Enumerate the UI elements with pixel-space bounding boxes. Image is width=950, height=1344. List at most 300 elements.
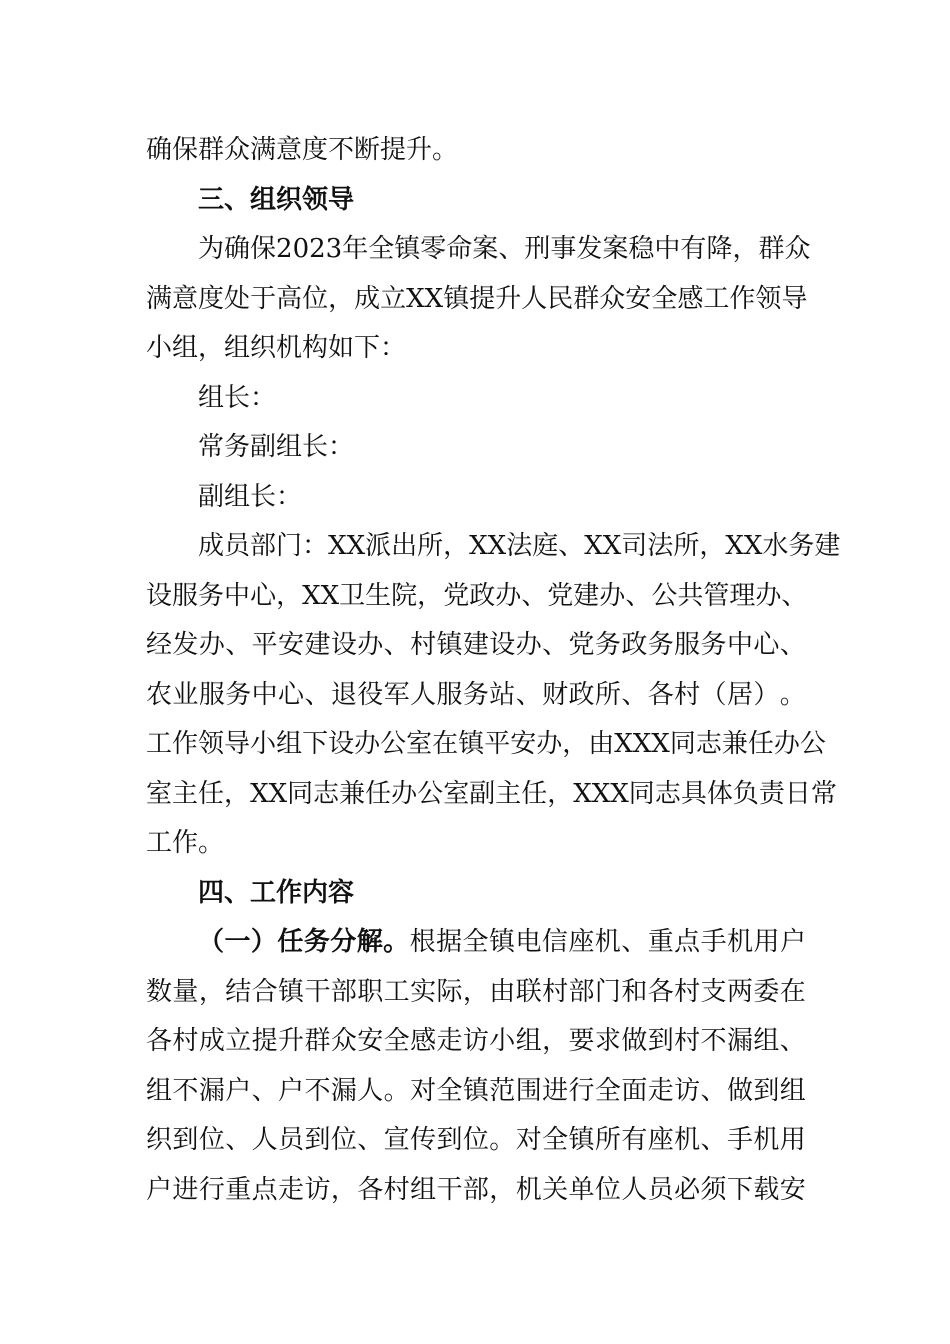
text-char: 命 <box>446 234 473 264</box>
text-char: 位 <box>330 1125 357 1155</box>
text-line <box>146 473 806 523</box>
text-char: XX <box>406 283 444 314</box>
text-char: 民 <box>547 283 574 314</box>
text-line <box>146 968 806 1018</box>
text-char: 不 <box>172 1075 199 1106</box>
text-char: 平 <box>251 630 278 660</box>
text-char: 感 <box>410 1026 437 1056</box>
text-line <box>146 1017 806 1067</box>
text-char: 出 <box>391 531 418 561</box>
text-char: 、 <box>542 630 569 660</box>
text-char: 稳 <box>628 234 655 264</box>
text-char: 、 <box>621 927 648 957</box>
text-char: 部 <box>568 976 595 1007</box>
text-char: 人 <box>357 1075 384 1106</box>
text-char: 干 <box>304 976 331 1007</box>
text-char: 全 <box>594 1075 621 1106</box>
text-char: 设 <box>330 630 357 660</box>
text-char: 安 <box>278 630 305 660</box>
text-line <box>146 374 806 424</box>
text-char: 座 <box>647 1125 674 1155</box>
text-char: 服 <box>436 679 463 710</box>
text-char: 访 <box>462 1026 489 1056</box>
text-char: 合 <box>251 976 278 1007</box>
text-run: 副组长： <box>198 481 303 512</box>
text-char: 在 <box>432 729 459 759</box>
text-char: 、 <box>225 1125 252 1155</box>
section-heading <box>146 176 806 226</box>
text-char: 机 <box>515 1174 542 1205</box>
text-char: 电 <box>515 927 542 957</box>
text-char: 解 <box>356 927 383 957</box>
text-char: 设 <box>489 630 516 660</box>
text-char: ， <box>198 976 225 1007</box>
text-char: 漏 <box>330 1075 357 1106</box>
text-char: ， <box>547 778 574 809</box>
text-char: 领 <box>198 729 225 759</box>
text-char: 管 <box>703 580 730 611</box>
text-char: 户 <box>146 1174 173 1205</box>
text-char: 经 <box>146 630 173 660</box>
text-char: 业 <box>172 679 199 710</box>
text-char: 导 <box>224 729 251 759</box>
text-line <box>146 1116 806 1166</box>
text-char: 、 <box>357 1125 384 1155</box>
text-char: 作 <box>172 729 199 759</box>
text-char: 组 <box>410 1174 437 1205</box>
text-char: 高 <box>276 283 303 314</box>
text-char: 于 <box>250 283 277 314</box>
text-char: 派 <box>365 531 392 561</box>
text-char: 设 <box>146 580 173 611</box>
text-line <box>146 1067 806 1117</box>
text-char: 意 <box>172 283 199 314</box>
text-char: 保 <box>250 234 277 264</box>
text-char: 办 <box>536 729 563 759</box>
text-char: 党 <box>547 580 574 611</box>
text-run: 小组，组织机构如下： <box>146 333 407 363</box>
text-char: 要 <box>568 1026 595 1056</box>
text-char: 人 <box>410 679 437 710</box>
text-char: 进 <box>172 1174 199 1205</box>
text-char: 、 <box>625 580 652 611</box>
text-char: 立 <box>225 1026 252 1056</box>
text-char: ） <box>753 679 780 710</box>
text-char: 组 <box>753 1026 780 1056</box>
text-char: 确 <box>224 234 251 264</box>
text-char: 、 <box>700 1125 727 1155</box>
text-char: 安 <box>625 283 652 314</box>
text-char: 满 <box>146 283 173 314</box>
text-char: 一 <box>224 927 251 957</box>
text-char: 具 <box>680 778 707 809</box>
text-char: ） <box>250 927 277 957</box>
text-char: 漏 <box>726 1026 753 1056</box>
text-char: 升 <box>495 283 522 314</box>
text-char: ， <box>462 976 489 1007</box>
text-char: ， <box>562 729 589 759</box>
text-char: 信 <box>541 927 568 957</box>
text-char: 常 <box>810 778 837 809</box>
text-char: 事 <box>550 234 577 264</box>
text-char: 用 <box>753 927 780 957</box>
text-char: 兼 <box>721 729 748 759</box>
text-char: 负 <box>732 778 759 809</box>
text-char: 、 <box>621 679 648 710</box>
text-char: 群 <box>573 283 600 314</box>
text-char: ， <box>732 234 759 264</box>
text-char: 各 <box>647 679 674 710</box>
text-char: 进 <box>542 1075 569 1106</box>
document-page <box>146 126 841 1215</box>
text-char: 心 <box>278 679 305 710</box>
text-char: 位 <box>198 1125 225 1155</box>
text-char: 任 <box>365 778 392 809</box>
text-char: XX <box>469 531 507 561</box>
text-run: 四、工作内容 <box>198 877 355 908</box>
text-char: 结 <box>225 976 252 1007</box>
text-char: 升 <box>278 1026 305 1056</box>
text-char: 提 <box>251 1026 278 1056</box>
text-char: 同 <box>628 778 655 809</box>
text-char: 成 <box>354 283 381 314</box>
text-line <box>146 126 806 176</box>
text-char: 务 <box>788 531 815 561</box>
text-char: 中 <box>654 234 681 264</box>
text-char: 不 <box>304 1075 331 1106</box>
text-char: 安 <box>357 1026 384 1056</box>
text-char: 员 <box>278 1125 305 1155</box>
text-char: 人 <box>251 1125 278 1155</box>
text-char: 漏 <box>198 1075 225 1106</box>
text-char: 办 <box>599 580 626 611</box>
text-char: 农 <box>146 679 173 710</box>
text-char: 日 <box>784 778 811 809</box>
text-char: XX <box>584 531 622 561</box>
text-char: 办 <box>495 580 522 611</box>
text-char: 站 <box>489 679 516 710</box>
text-char: 在 <box>779 976 806 1007</box>
text-char: 下 <box>726 1174 753 1205</box>
text-char: 员 <box>647 1174 674 1205</box>
text-char: 人 <box>621 1174 648 1205</box>
text-char: 提 <box>469 283 496 314</box>
text-line <box>146 720 826 770</box>
text-char: 水 <box>762 531 789 561</box>
text-char: 、 <box>225 630 252 660</box>
text-char: 感 <box>677 283 704 314</box>
text-char: ， <box>699 531 726 561</box>
text-char: 办 <box>357 630 384 660</box>
text-char: 平 <box>484 729 511 759</box>
text-char: 政 <box>568 679 595 710</box>
text-char: 全 <box>651 283 678 314</box>
text-char: 门 <box>276 531 303 561</box>
text-char: 安 <box>779 1174 806 1205</box>
text-char: ， <box>224 778 251 809</box>
text-char: 心 <box>753 630 780 660</box>
text-char: 工 <box>703 283 730 314</box>
text-line <box>146 324 806 374</box>
text-char: 任 <box>521 778 548 809</box>
text-char: 志 <box>695 729 722 759</box>
text-run: 三、组织领导 <box>198 184 355 215</box>
text-char: 工 <box>383 976 410 1007</box>
text-char: 中 <box>224 580 251 611</box>
text-char: 户 <box>278 1075 305 1106</box>
text-char: 际 <box>436 976 463 1007</box>
text-char: 部 <box>250 531 277 561</box>
text-char: 手 <box>700 927 727 957</box>
text-char: 行 <box>568 1075 595 1106</box>
text-char: 两 <box>726 976 753 1007</box>
text-line <box>146 275 806 325</box>
text-char: 志 <box>654 778 681 809</box>
text-char: 服 <box>172 580 199 611</box>
text-char: 建 <box>462 630 489 660</box>
text-char: 据 <box>436 927 463 957</box>
text-char: 到 <box>647 1026 674 1056</box>
text-char: 务 <box>700 630 727 660</box>
text-line <box>146 918 806 968</box>
text-char: 务 <box>594 630 621 660</box>
text-char: 村 <box>172 1026 199 1056</box>
text-char: 全 <box>368 234 395 264</box>
text-char: 人 <box>521 283 548 314</box>
text-char: 室 <box>443 778 470 809</box>
text-char: 座 <box>568 927 595 957</box>
text-line <box>146 225 811 275</box>
text-char: 组 <box>515 1026 542 1056</box>
text-line <box>146 1166 806 1216</box>
text-char: 围 <box>515 1075 542 1106</box>
text-char: ， <box>276 580 303 611</box>
text-char: ： <box>302 531 329 561</box>
text-char: 访 <box>674 1075 701 1106</box>
text-char: 到 <box>753 1075 780 1106</box>
text-run: 常务副组长： <box>198 432 355 462</box>
text-char: 、 <box>558 531 585 561</box>
text-char: 处 <box>224 283 251 314</box>
text-char: 案 <box>602 234 629 264</box>
text-char: 。 <box>779 679 806 710</box>
text-char: 下 <box>302 729 329 759</box>
text-line <box>146 770 837 820</box>
text-char: ， <box>330 1174 357 1205</box>
text-char: 支 <box>700 976 727 1007</box>
text-char: 有 <box>621 1125 648 1155</box>
text-char: 主 <box>495 778 522 809</box>
text-char: 兼 <box>339 778 366 809</box>
text-char: 数 <box>146 976 173 1007</box>
text-char: 中 <box>726 630 753 660</box>
text-char: 、 <box>515 679 542 710</box>
text-char: 村 <box>410 630 437 660</box>
text-char: 所 <box>673 531 700 561</box>
text-char: 单 <box>568 1174 595 1205</box>
text-char: 办 <box>354 729 381 759</box>
text-char: XX <box>725 531 763 561</box>
text-char: 务 <box>303 927 330 957</box>
text-char: 机 <box>594 927 621 957</box>
text-char: 办 <box>515 630 542 660</box>
text-char: 同 <box>669 729 696 759</box>
text-char: 、 <box>498 234 525 264</box>
text-char: ， <box>443 531 470 561</box>
text-char: 须 <box>700 1174 727 1205</box>
text-char: 建 <box>304 630 331 660</box>
text-char: 办 <box>755 580 782 611</box>
text-char: 、 <box>383 630 410 660</box>
text-char: ， <box>489 1174 516 1205</box>
text-char: 全 <box>542 1125 569 1155</box>
text-char: 同 <box>287 778 314 809</box>
text-char: （ <box>700 679 727 710</box>
text-char: 做 <box>726 1075 753 1106</box>
text-char: 部 <box>462 1174 489 1205</box>
text-char: XX <box>302 580 340 611</box>
text-char: 役 <box>357 679 384 710</box>
text-char: 建 <box>814 531 841 561</box>
text-char: 镇 <box>458 729 485 759</box>
text-char: 公 <box>799 729 826 759</box>
text-char: 求 <box>594 1026 621 1056</box>
text-char: 、 <box>251 1075 278 1106</box>
text-char: 、 <box>779 1026 806 1056</box>
text-char: 中 <box>251 679 278 710</box>
text-char: 志 <box>313 778 340 809</box>
text-char: 任 <box>198 778 225 809</box>
text-char: 到 <box>304 1125 331 1155</box>
text-char: 责 <box>758 778 785 809</box>
text-char: 设 <box>328 729 355 759</box>
text-char: ， <box>328 283 355 314</box>
text-char: 走 <box>647 1075 674 1106</box>
text-char: 干 <box>436 1174 463 1205</box>
text-char: 公 <box>380 729 407 759</box>
text-char: 对 <box>515 1125 542 1155</box>
text-char: 走 <box>278 1174 305 1205</box>
text-char: 公 <box>417 778 444 809</box>
text-run: 工作。 <box>146 828 225 858</box>
text-char: 心 <box>250 580 277 611</box>
text-char: 军 <box>383 679 410 710</box>
text-char: XX <box>250 778 288 809</box>
text-char: 传 <box>410 1125 437 1155</box>
text-char: 居 <box>726 679 753 710</box>
text-char: 年 <box>342 234 369 264</box>
text-char: 成 <box>198 1026 225 1056</box>
text-char: 到 <box>436 1125 463 1155</box>
text-char: 群 <box>758 234 785 264</box>
text-char: 生 <box>365 580 392 611</box>
section-heading <box>146 869 806 919</box>
text-char: 发 <box>576 234 603 264</box>
text-char: 村 <box>674 679 701 710</box>
text-char: 织 <box>146 1125 173 1155</box>
text-line <box>146 621 806 671</box>
text-char: 导 <box>781 283 808 314</box>
text-char: 访 <box>304 1174 331 1205</box>
text-char: ， <box>542 1026 569 1056</box>
text-char: 各 <box>647 976 674 1007</box>
text-char: 实 <box>410 976 437 1007</box>
text-char: 职 <box>357 976 384 1007</box>
text-char: 位 <box>302 283 329 314</box>
text-char: 做 <box>621 1026 648 1056</box>
text-char: 度 <box>198 283 225 314</box>
text-char: 到 <box>172 1125 199 1155</box>
text-char: 体 <box>706 778 733 809</box>
text-char: 发 <box>172 630 199 660</box>
text-line <box>146 671 806 721</box>
text-char: 司 <box>621 531 648 561</box>
text-char: 镇 <box>488 927 515 957</box>
text-char: 工 <box>146 729 173 759</box>
text-char: 务 <box>462 679 489 710</box>
text-run: 组长： <box>198 382 277 413</box>
text-char: XX <box>328 531 366 561</box>
text-char: 成 <box>198 531 225 561</box>
text-char: XXX <box>573 778 629 809</box>
text-line <box>146 572 806 622</box>
text-char: 务 <box>225 679 252 710</box>
text-char: 建 <box>573 580 600 611</box>
text-char: 法 <box>506 531 533 561</box>
text-char: 院 <box>391 580 418 611</box>
text-char: 户 <box>225 1075 252 1106</box>
text-char: 办 <box>773 729 800 759</box>
text-char: 行 <box>198 1174 225 1205</box>
text-char: 重 <box>647 927 674 957</box>
text-char: 、 <box>304 679 331 710</box>
text-char: 、 <box>779 630 806 660</box>
text-char: 组 <box>276 729 303 759</box>
text-char: XXX <box>614 729 670 759</box>
text-char: 务 <box>198 580 225 611</box>
text-char: 镇 <box>278 976 305 1007</box>
text-char: 安 <box>510 729 537 759</box>
text-char: 和 <box>621 976 648 1007</box>
text-char: 刑 <box>524 234 551 264</box>
text-char: 任 <box>277 927 304 957</box>
text-char: 载 <box>753 1174 780 1205</box>
text-char: 机 <box>753 1125 780 1155</box>
text-char: 位 <box>462 1125 489 1155</box>
text-char: 量 <box>172 976 199 1007</box>
text-line <box>146 819 806 869</box>
text-char: 政 <box>621 630 648 660</box>
text-char: 理 <box>729 580 756 611</box>
text-char: 务 <box>647 630 674 660</box>
text-char: 各 <box>357 1174 384 1205</box>
text-char: 户 <box>779 927 806 957</box>
text-char: 镇 <box>443 283 470 314</box>
text-char: 案 <box>472 234 499 264</box>
text-char: 必 <box>674 1174 701 1205</box>
text-char: 办 <box>198 630 225 660</box>
text-char: 降 <box>706 234 733 264</box>
text-line <box>146 522 841 572</box>
text-char: 委 <box>753 976 780 1007</box>
text-char: 关 <box>542 1174 569 1205</box>
text-char: 镇 <box>394 234 421 264</box>
text-char: ， <box>417 580 444 611</box>
text-char: 村 <box>383 1174 410 1205</box>
text-run: 确保群众满意度不断提升。 <box>146 135 459 165</box>
text-char: 副 <box>469 778 496 809</box>
text-char: 共 <box>677 580 704 611</box>
